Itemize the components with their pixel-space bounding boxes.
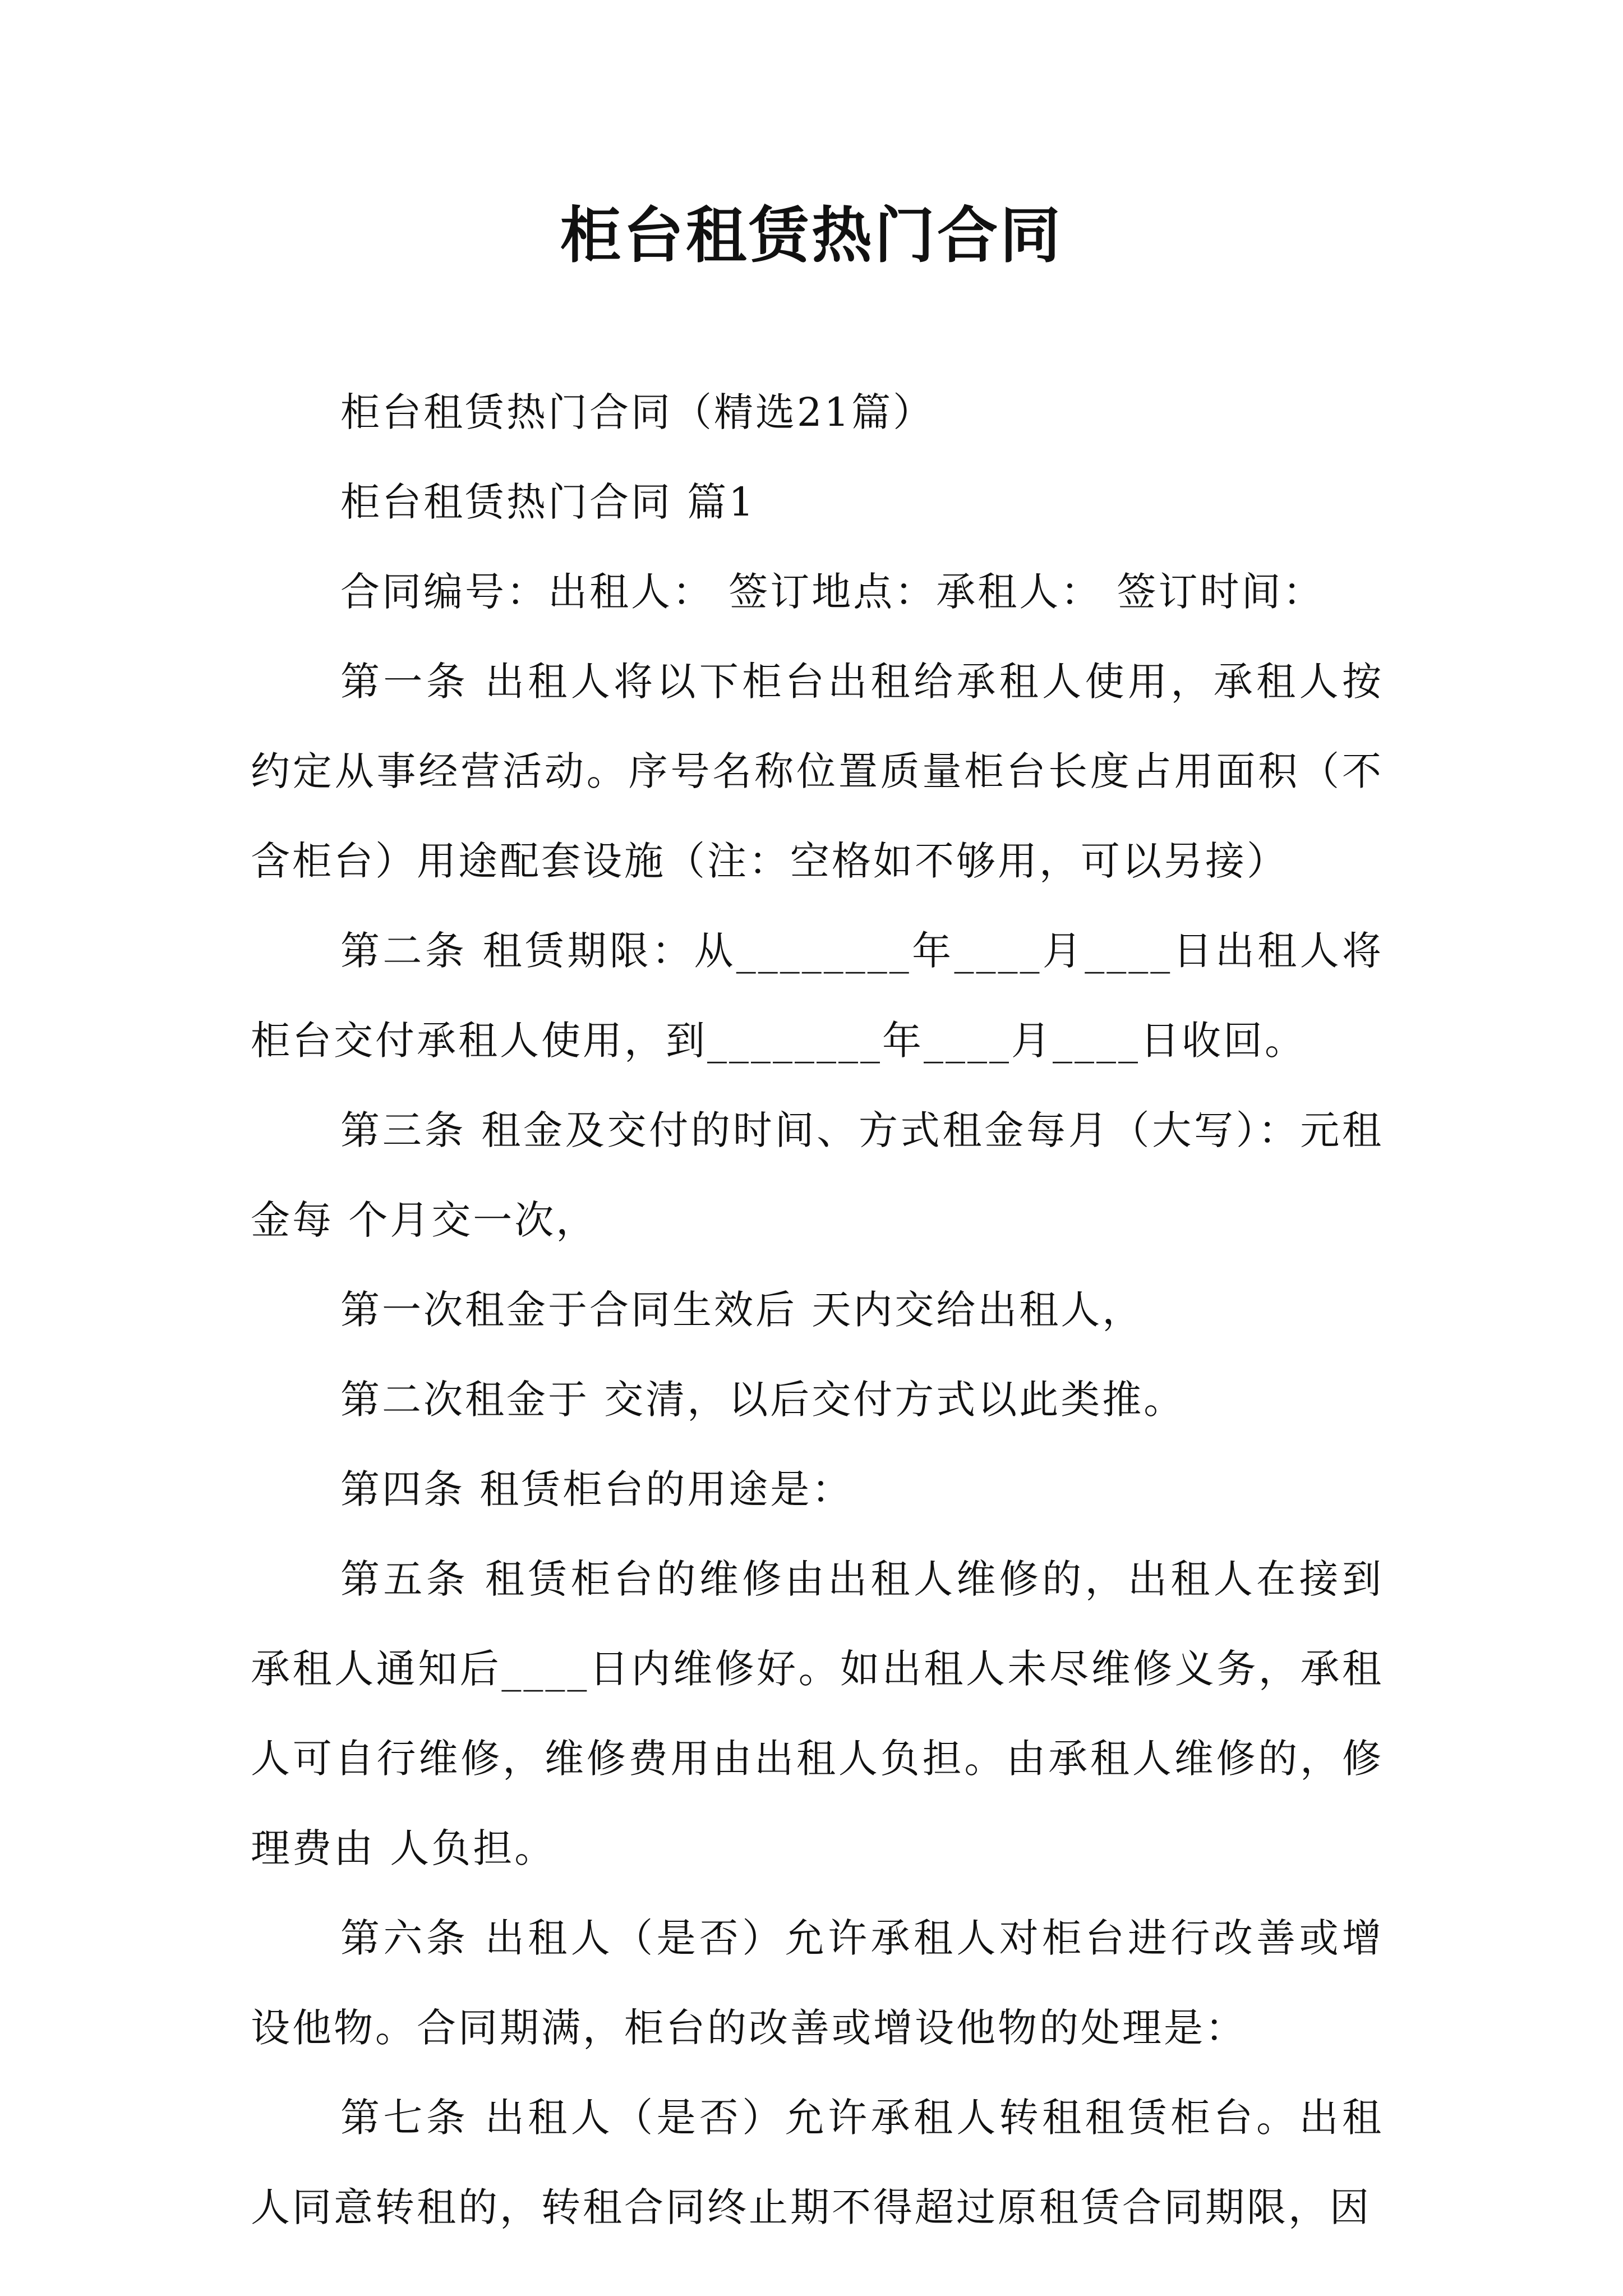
document-body — [251, 367, 1384, 2252]
paragraph-article-7: 第七条 出租人（是否）允许承租人转租租赁柜台。出租人同意转租的，转租合同终止期不得超过原租赁合同期限，因 — [251, 2095, 1384, 2230]
paragraph-first-rent: 第一次租金于合同生效后 天内交给出租人， — [340, 1287, 1144, 1333]
paragraph-contract-header-fields: 合同编号：出租人： 签订地点：承租人： 签订时间： — [340, 569, 1325, 615]
paragraph-section-heading: 柜台租赁热门合同 篇1 — [340, 479, 756, 525]
paragraph-subtitle: 柜台租赁热门合同（精选21篇） — [340, 389, 935, 435]
paragraph-second-rent: 第二次租金于 交清，以后交付方式以此类推。 — [340, 1377, 1186, 1423]
paragraph-article-5: 第五条 租赁柜台的维修由出租人维修的，出租人在接到承租人通知后____日内维修好。如出租人未尽维修义务，承租人可自行维修，维修费用由出租人负担。由承租人维修的，修理费由 人负担。 — [251, 1556, 1384, 1871]
document-title: 柜台租赁热门合同 — [560, 200, 1063, 271]
paragraph-article-1: 第一条 出租人将以下柜台出租给承租人使用，承租人按约定从事经营活动。序号名称位置质量柜台长度占用面积（不含柜台）用途配套设施（注：空格如不够用，可以另接） — [251, 659, 1384, 884]
paragraph-article-3: 第三条 租金及交付的时间、方式租金每月（大写）：元租金每 个月交一次， — [251, 1107, 1384, 1243]
paragraph-article-6: 第六条 出租人（是否）允许承租人对柜台进行改善或增设他物。合同期满，柜台的改善或增设他物的处理是： — [251, 1915, 1384, 2051]
paragraph-article-2: 第二条 租赁期限：从________年____月____日出租人将柜台交付承租人使用，到________年____月____日收回。 — [251, 928, 1384, 1064]
paragraph-article-4: 第四条 租赁柜台的用途是： — [340, 1466, 854, 1512]
